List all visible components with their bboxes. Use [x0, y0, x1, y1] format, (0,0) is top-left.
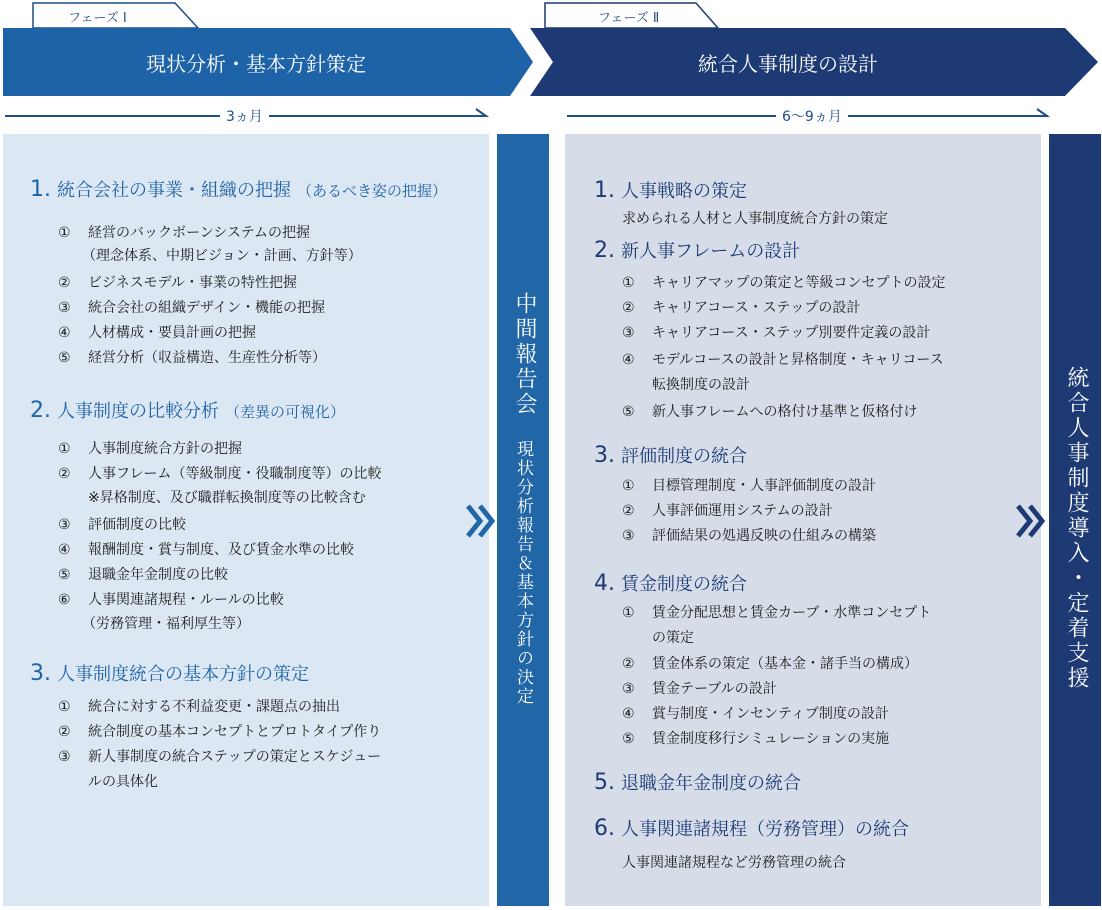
item-text: 退職金年金制度の比較 [88, 567, 228, 583]
item-text: 賞与制度・インセンティブ制度の設計 [652, 706, 889, 722]
item-text: 統合制度の基本コンセプトとプロトタイプ作り [88, 724, 382, 740]
section-title: 人事制度統合の基本方針の策定 [57, 664, 309, 685]
section-title: 人事関連諸規程（労務管理）の統合 [621, 819, 909, 840]
list-item [58, 322, 256, 342]
section-title: 人事戦略の策定 [621, 181, 747, 202]
section-number: 3. [594, 443, 615, 468]
interim-report-subtitle: 現状分析報告＆基本方針の決定 [513, 440, 533, 706]
item-text: キャリアコース・ステップの設計 [652, 300, 861, 316]
interim-report-title: 中間報告会 [512, 292, 537, 417]
item-number: ③ [58, 749, 71, 765]
list-item [58, 589, 284, 609]
item-number: ④ [58, 325, 71, 341]
section-number: 4. [594, 571, 615, 596]
double-chevron-right-icon [465, 503, 497, 539]
item-text: モデルコースの設計と昇格制度・キャリコース [652, 352, 944, 368]
list-item [58, 564, 228, 584]
item-number: ③ [622, 528, 635, 544]
item-text: キャリアマップの策定と等級コンセプトの設定 [652, 275, 946, 291]
item-number: ③ [58, 517, 71, 533]
item-text: キャリアコース・ステップ別要件定義の設計 [652, 325, 931, 341]
item-text: 人事評価運用システムの設計 [652, 503, 833, 519]
list-item [58, 297, 325, 317]
item-text: 賃金テーブルの設計 [652, 681, 777, 697]
item-number: ⑤ [622, 404, 635, 420]
list-item-continuation: （理念体系、中期ビジョン・計画、方針等） [82, 248, 362, 264]
list-item [58, 347, 326, 367]
list-item [58, 272, 297, 292]
list-item [622, 653, 918, 673]
implementation-support-bar [1049, 134, 1101, 906]
section-title: 評価制度の統合 [621, 446, 747, 467]
section-number: 2. [594, 238, 615, 263]
item-number: ① [622, 275, 635, 291]
item-text: 人材構成・要員計画の把握 [88, 325, 256, 341]
item-text: 賃金分配思想と賃金カーブ・水準コンセプト [652, 605, 932, 621]
item-text: 賃金制度移行シミュレーションの実施 [652, 731, 890, 747]
phase1-section-2-heading [30, 397, 345, 423]
interim-report-bar [497, 134, 549, 906]
phase1-section-1-heading [30, 176, 447, 202]
list-item [622, 322, 930, 342]
item-number: ① [622, 478, 635, 494]
item-number: ② [622, 656, 635, 672]
list-item [622, 297, 860, 317]
phase1-title: 現状分析・基本方針策定 [146, 52, 366, 76]
list-item [58, 721, 381, 741]
phase2-title: 統合人事制度の設計 [698, 52, 878, 76]
item-number: ① [58, 225, 71, 241]
list-item-continuation: （労務管理・福利厚生等） [82, 616, 250, 632]
phase1-tab-label: フェーズ Ⅰ [68, 11, 127, 26]
list-item-continuation: 転換制度の設計 [652, 377, 750, 393]
phase2-section-6-heading [594, 815, 909, 841]
list-item [622, 500, 833, 520]
item-text: 経営のバックボーンシステムの把握 [88, 225, 310, 241]
item-number: ② [622, 300, 635, 316]
item-number: ② [58, 275, 71, 291]
section-subtitle: （あるべき姿の把握） [297, 182, 448, 200]
item-number: ③ [622, 681, 635, 697]
item-text: 評価結果の処遇反映の仕組みの構築 [652, 528, 876, 544]
list-item [58, 539, 354, 559]
section-number: 3. [30, 661, 51, 686]
item-text: 人事フレーム（等級制度・役職制度等）の比較 [88, 466, 382, 482]
item-number: ⑤ [58, 567, 71, 583]
section-number: 5. [594, 770, 615, 795]
item-number: ① [58, 441, 71, 457]
item-text: 評価制度の比較 [88, 517, 186, 533]
list-item [622, 349, 944, 369]
phase2-tab-label: フェーズ Ⅱ [598, 11, 660, 26]
list-item [622, 602, 931, 622]
list-item [622, 272, 945, 292]
item-number: ② [58, 724, 71, 740]
item-number: ⑥ [58, 592, 71, 608]
double-chevron-right-icon [1015, 503, 1047, 539]
phase1-section-3-heading [30, 660, 309, 686]
list-item [622, 525, 876, 545]
item-text: ビジネスモデル・事業の特性把握 [88, 275, 297, 291]
phase2-section-2-heading [594, 237, 800, 263]
list-item [58, 222, 310, 242]
section-title: 新人事フレームの設計 [621, 241, 801, 262]
item-number: ③ [622, 325, 635, 341]
section-note: 求められる人材と人事制度統合方針の策定 [622, 211, 888, 227]
item-text: 賃金体系の策定（基本金・諸手当の構成） [652, 656, 918, 672]
item-number: ④ [622, 352, 635, 368]
item-number: ④ [58, 542, 71, 558]
list-item [58, 438, 242, 458]
item-number: ① [58, 699, 71, 715]
section-title: 統合会社の事業・組織の把握 [57, 180, 291, 201]
item-text: 人事制度統合方針の把握 [88, 441, 242, 457]
phase2-section-1-heading [594, 177, 747, 203]
section-note: 人事関連諸規程など労務管理の統合 [622, 855, 846, 871]
phase2-section-5-heading [594, 769, 801, 795]
item-number: ⑤ [622, 731, 635, 747]
phase2-section-4-heading [594, 570, 747, 596]
item-text: 経営分析（収益構造、生産性分析等） [88, 350, 326, 366]
item-text: 報酬制度・賞与制度、及び賃金水準の比較 [88, 542, 354, 558]
item-text: 新人事フレームへの格付け基準と仮格付け [652, 404, 918, 420]
list-item [58, 746, 381, 766]
section-title: 人事制度の比較分析 [57, 401, 219, 422]
list-item-continuation: ※昇格制度、及び職群転換制度等の比較含む [88, 490, 366, 506]
list-item-continuation: の策定 [652, 630, 694, 646]
item-number: ① [622, 605, 635, 621]
item-number: ④ [622, 706, 635, 722]
item-number: ③ [58, 300, 71, 316]
list-item-continuation: ルの具体化 [88, 774, 158, 790]
item-number: ② [622, 503, 635, 519]
implementation-support-title: 統合人事制度導入・定着支援 [1064, 366, 1089, 691]
list-item [622, 475, 876, 495]
phase2-section-3-heading [594, 442, 747, 468]
item-number: ⑤ [58, 350, 71, 366]
list-item [622, 678, 777, 698]
section-number: 1. [594, 178, 615, 203]
section-number: 6. [594, 816, 615, 841]
item-text: 目標管理制度・人事評価制度の設計 [652, 478, 876, 494]
duration2-label: 6〜9ヵ月 [776, 106, 848, 126]
list-item [622, 703, 889, 723]
list-item [622, 401, 917, 421]
list-item [58, 463, 381, 483]
item-text: 新人事制度の統合ステップの策定とスケジュー [88, 749, 382, 765]
item-text: 統合会社の組織デザイン・機能の把握 [88, 300, 326, 316]
section-title: 退職金年金制度の統合 [621, 773, 801, 794]
item-number: ② [58, 466, 71, 482]
list-item [622, 728, 889, 748]
duration1-label: 3ヵ月 [220, 106, 269, 126]
section-number: 2. [30, 398, 51, 423]
list-item [58, 514, 186, 534]
section-title: 賃金制度の統合 [621, 574, 747, 595]
section-subtitle: （差異の可視化） [225, 403, 346, 421]
list-item [58, 696, 340, 716]
item-text: 人事関連諸規程・ルールの比較 [88, 592, 284, 608]
item-text: 統合に対する不利益変更・課題点の抽出 [88, 699, 340, 715]
section-number: 1. [30, 177, 51, 202]
